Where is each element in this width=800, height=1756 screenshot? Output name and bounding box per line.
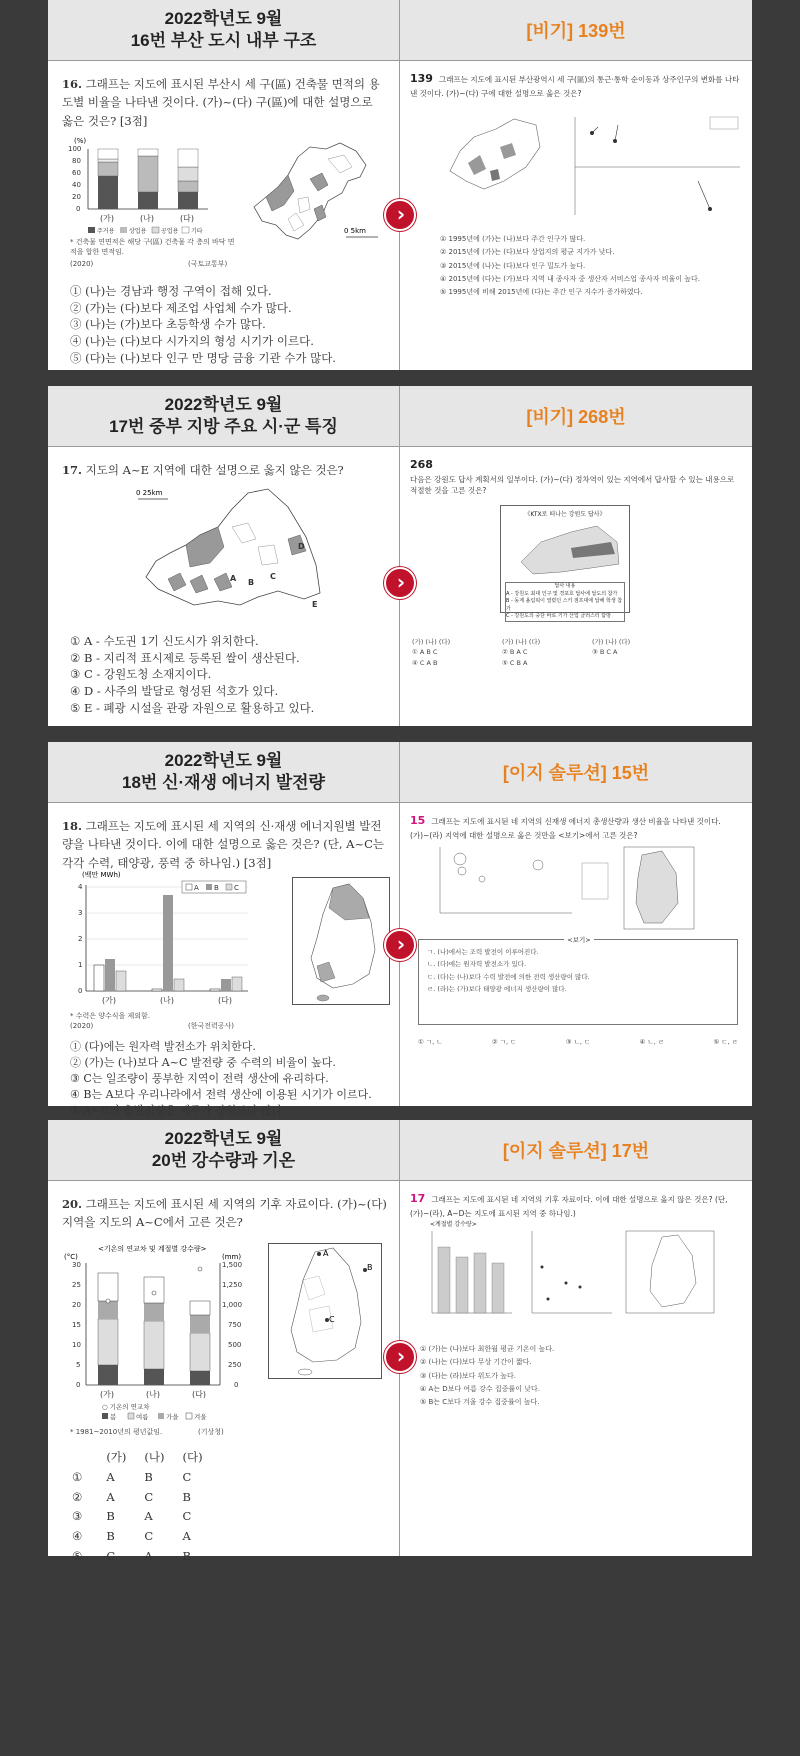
question-body: 그래프는 지도에 표시된 세 지역의 기후 자료이다. (가)~(다) 지역을 지도의 A~C에서 고른 것은? xyxy=(62,1197,387,1230)
option-3[interactable]: ③ C - 강원도청 소재지이다. xyxy=(70,667,212,682)
option-1[interactable]: ① A - 수도권 1기 신도시가 위치한다. xyxy=(70,634,259,648)
point-da-range xyxy=(198,1267,202,1271)
ref-question-number: 17 xyxy=(410,1192,426,1205)
ref-climate-charts xyxy=(412,1227,742,1327)
bar-ga-autumn xyxy=(98,1301,118,1319)
option-1[interactable]: ① (다)에는 원자력 발전소가 위치한다. xyxy=(70,1040,256,1053)
ref-choice-2[interactable]: ② B A C xyxy=(502,648,528,657)
option-5[interactable]: ⑤ E - 폐광 시설을 관광 자원으로 활용하고 있다. xyxy=(70,700,315,715)
section-20 xyxy=(48,1120,752,1564)
exam-title xyxy=(48,0,400,60)
answer-row-4[interactable]: ④ B C A xyxy=(72,1529,191,1544)
answer-row-3[interactable]: ③ B A C xyxy=(72,1509,192,1524)
svg-text:80: 80 xyxy=(72,157,81,165)
point-ga-range xyxy=(106,1299,110,1303)
ref-question-body: 그래프는 지도에 표시된 네 지역의 기후 자료이다. 이에 대한 설명으로 옳지 않은 것은? (단, (가)~(라), A~D는 지도에 표시된 지역 중 하나임.) xyxy=(410,1195,728,1218)
cat-label: (다) xyxy=(180,214,194,223)
climate-bar-chart xyxy=(62,1243,252,1423)
ref-question-text xyxy=(410,813,742,841)
bar-ga-industrial xyxy=(98,159,118,162)
option-4[interactable]: ④ B는 A보다 우리나라에서 전력 생산에 이용된 시기가 이르다. xyxy=(70,1087,372,1101)
korea-map xyxy=(292,877,390,1005)
svg-text:A: A xyxy=(230,574,237,583)
option-2[interactable]: ② (가)는 (다)보다 제조업 사업체 수가 많다. xyxy=(70,300,292,315)
ref-bogi-list xyxy=(419,944,737,997)
svg-text:25: 25 xyxy=(72,1281,81,1289)
ref-choices xyxy=(412,637,682,668)
ref-box-title: 《KTX로 떠나는 강원도 답사》 xyxy=(524,511,606,518)
question-body: 그래프는 지도에 표시된 부산시 세 구(區) 건축물 면적의 용도별 비율을 나타낸 것이다. (가)~(다) 구(區)에 대한 설명으로 옳은 것은? [3점] xyxy=(62,77,380,128)
cat-label: (가) xyxy=(100,214,114,223)
svg-text:100: 100 xyxy=(68,145,82,153)
ref-choice-1[interactable]: ① ㄱ, ㄴ xyxy=(418,1038,443,1046)
svg-text:C: C xyxy=(329,1315,335,1324)
bar-ga-commercial xyxy=(98,162,118,176)
bar-ga-other xyxy=(98,149,118,159)
answer-options xyxy=(70,283,336,366)
bar-da-commercial xyxy=(178,181,198,192)
bogi-item: ㄴ. (다)에는 원자력 발전소가 있다. xyxy=(427,960,527,969)
bogi-item: ㄱ. (나)에서는 조력 발전이 이루어진다. xyxy=(427,948,539,956)
ref-question-text xyxy=(410,457,742,496)
svg-text:5: 5 xyxy=(76,1361,81,1369)
ref-question-body: 그래프는 지도에 표시된 부산광역시 세 구(區)의 통근·통학 순이동과 상주인구의 변화를 나타낸 것이다. (가)~(다) 구에 대한 설명으로 옳은 것은? xyxy=(410,75,740,98)
exam-question xyxy=(48,1181,400,1564)
energy-bar-chart xyxy=(62,869,252,1009)
svg-text:0: 0 xyxy=(76,205,81,213)
cat-label: (나) xyxy=(140,214,154,223)
legend-item: 봄 xyxy=(110,1413,117,1421)
ref-question-text xyxy=(410,1191,742,1219)
exam-question xyxy=(48,447,400,726)
section-header xyxy=(48,742,752,802)
option-2[interactable]: ② B - 지리적 표시제로 등록된 쌀이 생산된다. xyxy=(70,650,300,665)
chart-note: * 수력은 양수식을 제외함. xyxy=(70,1012,151,1020)
bar-da-summer xyxy=(190,1333,210,1371)
bar-na-summer xyxy=(144,1321,164,1369)
reference-question xyxy=(400,1181,752,1556)
reference-label: [비기] 139번 xyxy=(526,21,626,41)
section-18 xyxy=(48,742,752,1117)
bogi-item: ㄷ. (다)는 (나)보다 수력 발전에 의한 전력 생산량이 많다. xyxy=(427,972,590,981)
ref-chart-title: <계절별 강수량> xyxy=(430,1221,477,1228)
svg-text:15: 15 xyxy=(72,1321,81,1329)
bar-ga-c xyxy=(116,971,126,991)
ref-option-1[interactable]: ① (가)는 (나)보다 최한월 평균 기온이 높다. xyxy=(420,1345,555,1353)
reference-label: [이지 솔루션] 17번 xyxy=(502,1141,650,1161)
exam-year-label: 2022학년도 9월 xyxy=(164,1129,283,1149)
svg-text:0: 0 xyxy=(76,1381,81,1389)
reference-question xyxy=(400,61,752,370)
answer-header: (나) xyxy=(144,1450,165,1464)
reference-question xyxy=(400,803,752,1106)
ref-question-body: 그래프는 지도에 표시된 네 지역의 신재생 에너지 총생산량과 생산 비율을 나타낸 것이다. (가)~(라) 지역에 대한 설명으로 옳은 것만을 <보기>에서 고른 것은? xyxy=(410,817,721,840)
ref-bogi-box xyxy=(418,936,738,1025)
legend-item: 여름 xyxy=(136,1413,149,1421)
chart-unit-left: (°C) xyxy=(64,1253,78,1261)
svg-text:1,000: 1,000 xyxy=(222,1301,243,1309)
question-number: 18. xyxy=(62,819,83,833)
svg-text:500: 500 xyxy=(228,1341,242,1349)
legend-item: 주거용 xyxy=(97,228,115,235)
svg-text:4: 4 xyxy=(78,883,83,891)
exam-topic-label: 17번 중부 지방 주요 시·군 특징 xyxy=(109,416,338,436)
bar-ga-residential xyxy=(98,176,118,209)
central-region-map xyxy=(128,487,328,617)
bar-da-autumn xyxy=(190,1315,210,1333)
bar-na-commercial xyxy=(138,156,158,192)
exam-year-label: 2022학년도 9월 xyxy=(164,395,283,415)
reference-title xyxy=(400,742,752,802)
chart-title: <기온의 연교차 및 계절별 강수량> xyxy=(98,1245,207,1253)
ref-choice-2[interactable]: ② ㄱ, ㄷ xyxy=(491,1038,517,1046)
chart-note: * 1981~2010년의 평년값임. xyxy=(70,1428,163,1436)
chevron-right-icon: › xyxy=(384,1341,416,1373)
bar-na-c xyxy=(174,979,184,991)
option-2[interactable]: ② (가)는 (나)보다 A~C 발전량 중 수력의 비율이 높다. xyxy=(70,1055,336,1069)
legend-item: 가을 xyxy=(166,1413,179,1421)
ref-option-4[interactable]: ④ A는 D보다 여름 강수 집중률이 낮다. xyxy=(420,1384,540,1393)
ref-option-3[interactable]: ③ 2015년에 (나)는 (다)보다 인구 밀도가 높다. xyxy=(440,261,586,270)
exam-title xyxy=(48,386,400,446)
map-scale: 0 25km xyxy=(136,489,163,497)
ref-choice-4[interactable]: ④ C A B xyxy=(412,658,438,667)
cat-label: (가) xyxy=(102,996,116,1005)
svg-text:0: 0 xyxy=(234,1381,239,1389)
chart-note: * 건축물 연면적은 해당 구(區) 건축물 각 층의 바닥 면적을 합한 면적임. xyxy=(70,238,235,257)
svg-text:1,250: 1,250 xyxy=(222,1281,243,1289)
legend-item: 상업용 xyxy=(129,228,147,235)
answer-header: (다) xyxy=(182,1450,203,1464)
ref-question-number: 268 xyxy=(410,458,433,471)
chevron-right-icon: › xyxy=(384,567,416,599)
reference-title xyxy=(400,1120,752,1180)
ref-option-4[interactable]: ④ 2015년에 (다)는 (가)보다 지역 내 종사자 중 생산자 서비스업 종사자 비율이 높다. xyxy=(440,274,701,283)
bar-ga-winter xyxy=(98,1273,118,1301)
bar-da-spring xyxy=(190,1371,210,1385)
section-header xyxy=(48,386,752,446)
busan-map xyxy=(248,139,388,249)
table-row: B - 동계 올림픽이 열렸던 스키 점프대에 답해 학생 참가 xyxy=(506,598,623,612)
svg-text:0: 0 xyxy=(78,987,83,995)
exam-topic-label: 18번 신·재생 에너지 발전량 xyxy=(122,772,325,792)
bar-ga-b xyxy=(105,959,115,991)
question-body: 지도의 A~E 지역에 대한 설명으로 옳지 않은 것은? xyxy=(85,463,344,477)
ref-option-5[interactable]: ⑤ B는 C보다 겨울 강수 집중률이 높다. xyxy=(420,1398,540,1407)
option-1[interactable]: ① (나)는 경남과 행정 구역이 접해 있다. xyxy=(70,284,272,298)
bar-na-a xyxy=(152,989,162,991)
bar-da-winter xyxy=(190,1301,210,1315)
ref-question-text xyxy=(410,71,742,99)
ref-map xyxy=(501,518,629,578)
exam-topic-label: 16번 부산 도시 내부 구조 xyxy=(130,30,317,50)
chart-unit-right: (mm) xyxy=(222,1253,242,1261)
section-header xyxy=(48,1120,752,1180)
table-row: A - 강원도 최대 인구 및 경포호 답사에 답도의 참가 xyxy=(506,590,618,597)
bar-na-spring xyxy=(144,1369,164,1385)
option-4[interactable]: ④ (나)는 (다)보다 시가지의 형성 시기가 이르다. xyxy=(70,334,314,349)
ref-plan-box xyxy=(500,505,630,619)
point-na-range xyxy=(152,1291,156,1295)
option-5[interactable]: ⑤ (다)는 (나)보다 인구 만 명당 금융 기관 수가 많다. xyxy=(70,350,336,365)
ref-question-number: 15 xyxy=(410,814,426,827)
reference-question xyxy=(400,447,752,726)
question-number: 16. xyxy=(62,77,83,91)
chevron-right-icon: › xyxy=(384,199,416,231)
ref-option-3[interactable]: ③ (다)는 (라)보다 위도가 높다. xyxy=(420,1371,516,1380)
svg-text:B: B xyxy=(248,578,255,587)
question-text xyxy=(62,461,387,479)
legend-item: B xyxy=(214,884,219,892)
bar-ga-summer xyxy=(98,1319,118,1365)
choice-header: (가) (나) (다) xyxy=(592,638,631,646)
cat-label: (다) xyxy=(218,996,232,1005)
legend-item: A xyxy=(194,884,199,892)
chart-source: (국토교통부) xyxy=(188,260,228,268)
exam-title xyxy=(48,742,400,802)
answer-row-5[interactable]: ⑤ C A B xyxy=(72,1549,191,1564)
table-header: 답사 내용 xyxy=(554,583,576,589)
answer-options xyxy=(70,1039,372,1119)
legend-item: 겨울 xyxy=(194,1413,207,1421)
svg-text:1,500: 1,500 xyxy=(222,1261,243,1269)
svg-text:20: 20 xyxy=(72,1301,81,1309)
chart-unit: (백만 MWh) xyxy=(82,871,121,879)
question-body: 그래프는 지도에 표시된 세 지역의 신·재생 에너지원별 발전량을 나타낸 것이다. 이에 대한 설명으로 옳은 것은? (단, A~C는 각각 수력, 태양광, 풍력 중 하나임.) [3점] xyxy=(62,819,384,870)
legend-item: ○ 기온의 연교차 xyxy=(102,1403,150,1411)
cat-label: (다) xyxy=(192,1390,206,1399)
exam-question xyxy=(48,61,400,370)
question-number: 17. xyxy=(62,463,83,477)
bar-na-residential xyxy=(138,192,158,209)
ref-choice-5[interactable]: ⑤ C B A xyxy=(502,658,528,667)
ref-option-2[interactable]: ② 2015년에 (가)는 (다)보다 상업지의 평균 지가가 낮다. xyxy=(440,248,615,257)
ref-answer-options xyxy=(420,1343,554,1409)
ref-answer-options xyxy=(440,233,700,299)
answer-row-2[interactable]: ② A C B xyxy=(72,1489,191,1504)
reference-title xyxy=(400,0,752,60)
option-5[interactable]: ⑤ A~C의 총발전량은 제주가 강원보다 많다. xyxy=(70,1103,286,1117)
ref-choice-5[interactable]: ⑤ ㄷ, ㄹ xyxy=(713,1038,738,1046)
svg-text:10: 10 xyxy=(72,1341,81,1349)
svg-text:1: 1 xyxy=(78,961,83,969)
exam-question xyxy=(48,803,400,1117)
svg-text:20: 20 xyxy=(72,193,81,201)
choice-header: (가) (나) (다) xyxy=(502,638,541,646)
exam-year-label: 2022학년도 9월 xyxy=(164,9,283,29)
answer-options xyxy=(70,633,314,716)
svg-text:E: E xyxy=(312,600,318,609)
ref-choice-4[interactable]: ④ ㄴ, ㄹ xyxy=(639,1038,665,1046)
answer-row-1[interactable]: ① A B C xyxy=(72,1469,192,1484)
bar-ga-spring xyxy=(98,1365,118,1385)
bogi-item: ㄹ. (라)는 (가)보다 태양광 에너지 생산량이 많다. xyxy=(427,985,567,994)
bar-na-other xyxy=(138,149,158,156)
section-header xyxy=(48,0,752,60)
ref-option-5[interactable]: ⑤ 1995년에 비해 2015년에 (다)는 주간 인구 지수가 증가하였다. xyxy=(440,288,643,297)
svg-text:2: 2 xyxy=(78,935,83,943)
ref-choice-1[interactable]: ① A B C xyxy=(412,648,438,657)
question-number: 20. xyxy=(62,1197,83,1211)
bar-da-residential xyxy=(178,192,198,209)
svg-text:250: 250 xyxy=(228,1361,242,1369)
cat-label: (가) xyxy=(100,1390,114,1399)
svg-text:60: 60 xyxy=(72,169,81,177)
table-row: C - 강원도의 중단 바로 기가 산업 클러스터 탐방 xyxy=(506,613,611,619)
cat-label: (나) xyxy=(146,1390,160,1399)
bar-na-winter xyxy=(144,1277,164,1303)
bar-da-b xyxy=(221,979,231,991)
svg-text:A: A xyxy=(323,1249,329,1258)
ref-bubble-chart xyxy=(412,843,732,933)
chart-year: (2020) xyxy=(70,260,94,268)
section-16 xyxy=(48,0,752,370)
legend-item: 공업용 xyxy=(161,228,179,235)
exam-year-label: 2022학년도 9월 xyxy=(164,751,283,771)
svg-text:750: 750 xyxy=(228,1321,242,1329)
chart-source: (한국전력공사) xyxy=(188,1022,235,1030)
option-4[interactable]: ④ D - 사주의 발달로 형성된 석호가 있다. xyxy=(70,684,279,699)
ref-choice-3[interactable]: ③ B C A xyxy=(592,648,618,657)
exam-title xyxy=(48,1120,400,1180)
cat-label: (나) xyxy=(160,996,174,1005)
ref-choices xyxy=(418,1037,738,1046)
ref-option-2[interactable]: ② (나)는 (다)보다 무상 기간이 짧다. xyxy=(420,1358,532,1367)
answer-header: (가) xyxy=(106,1450,127,1464)
answer-table xyxy=(70,1447,221,1568)
bar-da-other xyxy=(178,149,198,167)
svg-text:D: D xyxy=(298,542,305,551)
bar-da-a xyxy=(210,989,220,991)
reference-title xyxy=(400,386,752,446)
chevron-right-icon: › xyxy=(384,929,416,961)
chart-unit: (%) xyxy=(74,137,87,145)
bar-da-c xyxy=(232,977,242,991)
bar-ga-a xyxy=(94,965,104,991)
ref-choice-3[interactable]: ③ ㄴ, ㄷ xyxy=(565,1038,591,1046)
ref-box-title: <보기> xyxy=(564,935,594,944)
question-text xyxy=(62,817,387,872)
option-3[interactable]: ③ (나)는 (가)보다 초등학생 수가 많다. xyxy=(70,317,266,332)
reference-label: [이지 솔루션] 15번 xyxy=(502,763,650,783)
svg-text:40: 40 xyxy=(72,181,81,189)
ref-map-and-scatter xyxy=(440,111,770,221)
reference-label: [비기] 268번 xyxy=(526,407,626,427)
korea-map xyxy=(268,1243,382,1379)
svg-text:30: 30 xyxy=(72,1261,81,1269)
chart-source: (기상청) xyxy=(198,1428,224,1436)
exam-topic-label: 20번 강수량과 기온 xyxy=(151,1150,296,1170)
choice-header: (가) (나) (다) xyxy=(412,638,451,646)
map-scale: 0 5km xyxy=(344,227,367,235)
ref-plan-table xyxy=(505,582,625,622)
question-text xyxy=(62,1195,387,1232)
bar-na-autumn xyxy=(144,1303,164,1321)
ref-question-number: 139 xyxy=(410,72,433,85)
section-17 xyxy=(48,386,752,726)
option-3[interactable]: ③ C는 일조량이 풍부한 지역이 전력 생산에 유리하다. xyxy=(70,1071,329,1085)
question-text xyxy=(62,75,387,130)
chart-year: (2020) xyxy=(70,1022,94,1030)
legend-item: 기타 xyxy=(191,228,203,235)
svg-text:C: C xyxy=(270,572,276,581)
ref-question-body: 다음은 강원도 답사 계획서의 일부이다. (가)~(다) 정차역이 있는 지역에서 답사할 수 있는 내용으로 적절한 것을 고른 것은? xyxy=(410,474,735,495)
svg-text:3: 3 xyxy=(78,909,83,917)
legend-item: C xyxy=(234,884,239,892)
svg-text:B: B xyxy=(367,1263,373,1272)
bar-na-b xyxy=(163,895,173,991)
ref-option-1[interactable]: ① 1995년에 (가)는 (나)보다 주간 인구가 많다. xyxy=(440,235,586,243)
bar-da-industrial xyxy=(178,167,198,181)
